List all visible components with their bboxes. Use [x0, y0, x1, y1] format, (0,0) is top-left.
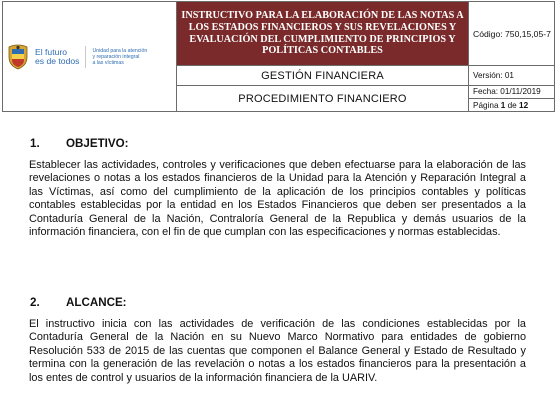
page-indicator: Página 1 de 12	[473, 101, 529, 110]
section-title: OBJETIVO:	[66, 137, 129, 150]
logo-cell	[3, 2, 177, 112]
section-paragraph-objetivo: Establecer las actividades, controles y verificaciones que deben efectuarse para la elaboración de las revelaciones o notas a los estados financieros de la Unidad para la Atención y Reparación Integral a las Víctimas, así como del cumplimiento de la aplicación de los principios contables y políticas contables establecidas por la entidad en los Estados Financieros que deben ser presentados a la Contaduría General de la Nación, Contraloría General de la Republica y demás usuarios de la información financiera, con el fin de que cumplan con las especificaciones y normas establecidas.	[29, 159, 526, 239]
colombia-coat-of-arms-icon	[7, 44, 29, 70]
section-number: 2.	[30, 296, 40, 309]
section-number: 1.	[30, 137, 40, 150]
logo-divider	[85, 46, 86, 68]
unit-line-1: Unidad para la atención	[92, 47, 148, 54]
section-heading-alcance	[30, 296, 127, 309]
document-date: Fecha: 01/11/2019	[469, 86, 554, 99]
section-heading-objetivo	[30, 137, 129, 150]
date-page-cell	[469, 86, 555, 112]
section-paragraph-alcance: El instructivo inicia con las actividades de verificación de las condiciones establecidas por la Contaduría General de la Nación en su Nuevo Marco Normativo para entidades de gobierno Resolución 533 de 2015 de las cuentas que componen el Balance General y Estado de Resultado y termina con la generación de las revelación o notas a los estados financieros para la presentación a los entes de control y usuarios de la información financiera de la UARIV.	[29, 318, 526, 384]
unit-line-2: y reparación integral	[92, 53, 140, 60]
document-header	[2, 1, 555, 112]
page-total: 12	[519, 101, 529, 110]
unit-line-3: a las víctimas	[92, 59, 124, 66]
brand-line-1: El futuro	[35, 46, 68, 57]
section-name-2: PROCEDIMIENTO FINANCIERO	[177, 86, 469, 112]
document-title: INSTRUCTIVO PARA LA ELABORACIÓN DE LAS NOTAS A LOS ESTADOS FINANCIEROS Y SUS REVELACIONES Y EVALUACIÓN DEL CUMPLIMIENTO DE PRINCIPIOS Y POLÍTICAS CONTABLES	[177, 2, 469, 66]
page-number: 1	[500, 101, 506, 110]
section-name-1: GESTIÓN FINANCIERA	[177, 66, 469, 86]
section-title: ALCANCE:	[66, 296, 127, 309]
document-version: Versión: 01	[469, 66, 555, 86]
logo	[3, 2, 176, 111]
brand-line-2: es de todos	[35, 55, 80, 66]
document-code: Código: 750,15,05-7	[469, 2, 555, 66]
